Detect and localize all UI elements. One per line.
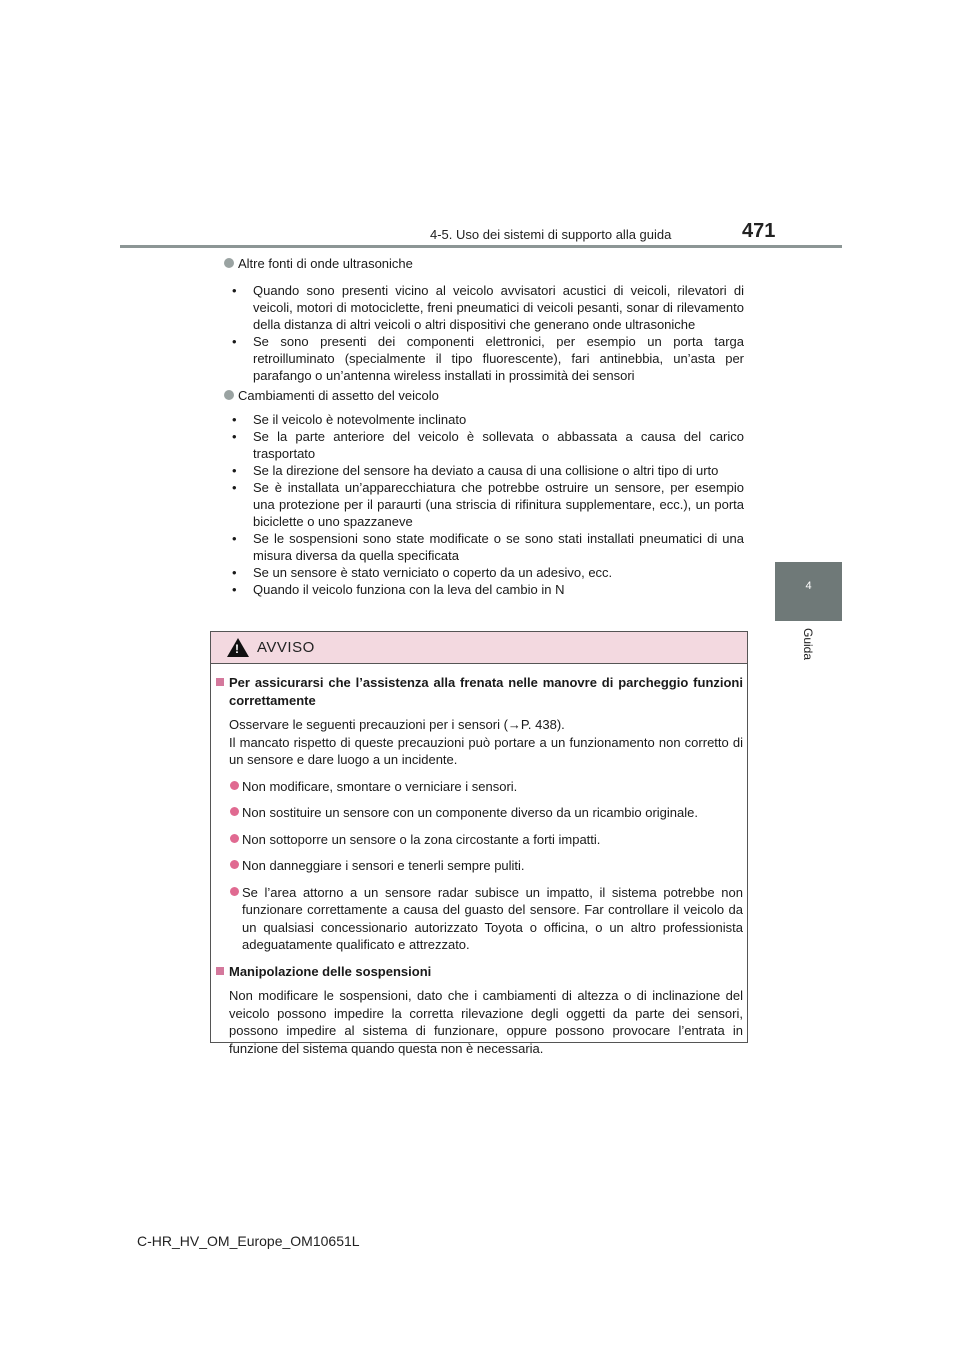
warning-paragraph: Osservare le seguenti precauzioni per i sensori (→P. 438). Il mancato rispetto di queste precauzioni può portare a un funzionamento non corretto di un sensore e dare luogo a un incidente. (229, 717, 743, 767)
list-item: • Se le sospensioni sono state modificate o se sono stati installati pneumatici di una misura diversa da quella specificata (228, 530, 744, 564)
section-title: 4-5. Uso dei sistemi di supporto alla guida (430, 227, 672, 242)
warning-item: Non modificare, smontare o verniciare i sensori. (216, 778, 743, 796)
ultrasonic-list (222, 282, 744, 384)
list-item: • Se il veicolo è notevolmente inclinato (228, 411, 744, 428)
header-divider (120, 245, 842, 248)
warning-header (211, 632, 747, 664)
warning-title: AVVISO (257, 639, 315, 656)
list-item: • Se sono presenti dei componenti elettronici, per esempio un porta targa retroilluminato (specialmente il tipo fluorescente), fari antinebbia, un’asta per parafango o un’antenna wireless installati in prossimità dei sensori (228, 333, 744, 384)
document-id: C-HR_HV_OM_Europe_OM10651L (137, 1233, 360, 1249)
list-item: • Se la direzione del sensore ha deviato a causa di una collisione o altri tipo di urto (228, 462, 744, 479)
chapter-tab (775, 562, 842, 621)
attitude-list (222, 411, 744, 598)
list-item: • Se è installata un’apparecchiatura che potrebbe ostruire un sensore, per esempio una protezione per il paraurti (una striscia di rifinitura supplementare, ecc.), un porta biciclette o uno spazzaneve (228, 479, 744, 530)
list-item: • Quando il veicolo funziona con la leva del cambio in N (228, 581, 744, 598)
warning-body (216, 674, 743, 1057)
list-item: • Se la parte anteriore del veicolo è sollevata o abbassata a causa del carico trasportato (228, 428, 744, 462)
warning-item: Non danneggiare i sensori e tenerli sempre puliti. (216, 857, 743, 875)
list-item: • Se un sensore è stato verniciato o coperto da un adesivo, ecc. (228, 564, 744, 581)
warning-item: Non sottoporre un sensore o la zona circostante a forti impatti. (216, 831, 743, 849)
warning-box (210, 631, 748, 1056)
warning-paragraph: Non modificare le sospensioni, dato che i cambiamenti di altezza o di inclinazione del veicolo possono impedire la corretta rilevazione degli oggetti da parte dei sensori, possono impedire al sistema di funzionare, oppure possono provocare l’entrata in funzione del sistema quando questa non è necessaria. (229, 988, 743, 1056)
chapter-label: Guida (801, 628, 815, 661)
warning-section-title: Manipolazione delle sospensioni (216, 963, 743, 981)
warning-item: Non sostituire un sensore con un componente diverso da un ricambio originale. (216, 804, 743, 822)
warning-section-title: Per assicurarsi che l’assistenza alla frenata nelle manovre di parcheggio funzioni correttamente (216, 674, 743, 709)
warning-item: Se l’area attorno a un sensore radar subisce un impatto, il sistema potrebbe non funzionare correttamente a causa del guasto del sensore. Far controllare il veicolo da un qualsiasi concessionario autorizzato Toyota o officina, o un altro professionista adeguatamente qualificato e attrezzato. (216, 884, 743, 954)
main-content (222, 255, 744, 601)
bullet-heading-attitude: Cambiamenti di assetto del veicolo (222, 387, 744, 404)
page-number: 471 (742, 220, 776, 242)
bullet-heading-ultrasonic: Altre fonti di onde ultrasoniche (222, 255, 744, 272)
chapter-number: 4 (805, 580, 812, 592)
list-item: • Quando sono presenti vicino al veicolo avvisatori acustici di veicoli, rilevatori di veicoli, motori di motociclette, freni pneumatici di veicoli pesanti, sonar di rilevamento della distanza di altri veicoli o altri dispositivi che generano onde ultrasoniche (228, 282, 744, 333)
warning-triangle-icon (227, 638, 249, 657)
